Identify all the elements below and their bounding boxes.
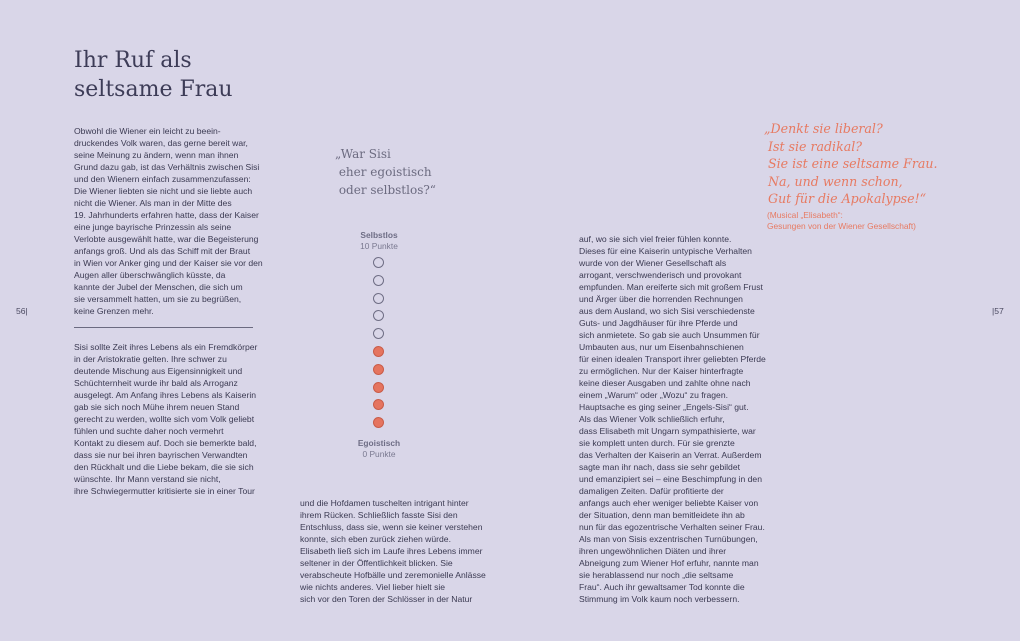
- rating-dot-empty: [373, 275, 384, 286]
- column-2-text: und die Hofdamen tuschelten intrigant hinter ihrem Rücken. Schließlich fasste Sisi den Entschluss, dass sie, wenn sie keiner verstehen konnte, sich eben zurück ziehen würde. Elisabeth ließ sich im Laufe ihres Lebens immer seltener in der Öffentlichkeit blicken. Sie verabscheute Hofbälle und zeremonielle Anlässe wie nichts anderes. Viel lieber hielt sie sich vor den Toren der Schlösser in der Natur: [300, 498, 486, 604]
- rating-scale: [372, 257, 387, 435]
- paragraph-divider: [74, 327, 253, 328]
- rating-dot-filled: [373, 346, 384, 357]
- rating-dot-filled: [373, 417, 384, 428]
- page-number-left: 56|: [16, 306, 28, 316]
- rating-dot-empty: [373, 328, 384, 339]
- title-line-1: Ihr Ruf als: [74, 48, 192, 73]
- rating-dot-filled: [373, 399, 384, 410]
- scale-bottom-label: [349, 438, 409, 460]
- rating-dot-filled: [373, 382, 384, 393]
- page-title: [74, 46, 233, 104]
- scale-top-points: 10 Punkte: [360, 241, 398, 251]
- page-number-right: |57: [992, 306, 1004, 316]
- pull-quote: „Denkt sie liberal? Ist sie radikal? Sie ist eine seltsame Frau. Na, und wenn schon, Gut für die Apokalypse!“: [764, 121, 938, 207]
- column-1-paragraph-2: Sisi sollte Zeit ihres Lebens als ein Fremdkörper in der Aristokratie gelten. Ihre schwer zu deutende Mischung aus Eigensinnigkeit und Schüchternheit wurde ihr bald als Arroganz ausgelegt. Am Anfang ihres Lebens als Kaiserin gab sie sich noch Mühe ihrem neuen Stand gerecht zu werden, wollte sich vom Volk geliebt fühlen und suchte daher noch vermehrt Kontakt zu diesem auf. Doch sie bemerkte bald, dass sie nur bei ihren bayrischen Verwandten den Rückhalt und die Liebe bekam, die sie sich wünschte. Ihr Mann verstand sie nicht, ihre Schwiegermutter kritisierte sie in einer Tour: [74, 342, 258, 496]
- rating-dot-empty: [373, 293, 384, 304]
- rating-dot-empty: [373, 310, 384, 321]
- column-1-paragraph-1: Obwohl die Wiener ein leicht zu beein- druckendes Volk waren, das gerne bereit war, seine Meinung zu ändern, wenn man ihnen Grund dazu gab, ist das Verhältnis zwischen Sisi und den Wienern einfach zusammenzufassen: Die Wiener liebten sie nicht und sie liebte auch nicht die Wiener. Als man in der Mitte des 19. Jahrhunderts erfahren hatte, dass der Kaiser eine junge bayrische Prinzessin als seine Verlobte ausgewählt hatte, war die Begeisterung anfangs groß. Und als das Schiff mit der Braut in Wien vor Anker ging und der Kaiser sie vor den Augen aller überschwänglich küsste, da kannte der Jubel der Menschen, die sich um sie versammelt hatten, um sie zu begrüßen, keine Grenzen mehr.: [74, 126, 263, 316]
- scale-top-title: Selbstlos: [360, 230, 398, 240]
- quote-source: (Musical „Elisabeth“: Gesungen von der Wiener Gesellschaft): [767, 210, 916, 231]
- rating-dot-filled: [373, 364, 384, 375]
- scale-bottom-points: 0 Punkte: [362, 449, 396, 459]
- survey-question: „War Sisi eher egoistisch oder selbstlos?“: [335, 147, 436, 197]
- scale-top-label: [349, 230, 409, 252]
- column-3-text: auf, wo sie sich viel freier fühlen konnte. Dieses für eine Kaiserin untypische Verhalten wurde von der Wiener Gesellschaft als arrogant, verschwenderisch und provokant empfunden. Man ereiferte sich mit großem Frust und Ärger über die horrenden Rechnungen aus dem Ausland, wo sich Sisi verschiedenste Guts- und Jagdhäuser für ihre Pferde und sich anmietete. So gab sie auch Unsummen für Umbauten aus, nur um Eisenbahnschienen für einen idealen Transport ihrer geliebten Pferde zu ermöglichen. Nur der Kaiser hinterfragte keine dieser Ausgaben und zahlte ohne nach einem „Warum“ oder „Wozu“ zu fragen. Hauptsache es ging seiner „Engels-Sisi“ gut. Als das Wiener Volk schließlich erfuhr, dass Elisabeth mit Ungarn sympathisierte, war sie komplett unten durch. Für sie grenzte das Verhalten der Kaiserin an Verrat. Außerdem sagte man ihr nach, dass sie sehr gebildet und emanzipiert sei – eine Beschimpfung in den damaligen Zeiten. Dafür profitierte der anfangs auch eher weniger beliebte Kaiser von der Situation, denn man bemitleidete ihn ab nun für das egozentrische Verhalten seiner Frau. Als man von Sisis exzentrischen Turnübungen, ihren ungewöhnlichen Diäten und ihrer Abneigung zum Wiener Hof erfuhr, nannte man sie herablassend nur noch „die seltsame Frau“. Auch ihr gewaltsamer Tod konnte die Stimmung im Volk kaum noch verbessern.: [579, 234, 766, 604]
- rating-dot-empty: [373, 257, 384, 268]
- scale-bottom-title: Egoistisch: [357, 438, 401, 448]
- title-line-2: seltsame Frau: [74, 77, 233, 102]
